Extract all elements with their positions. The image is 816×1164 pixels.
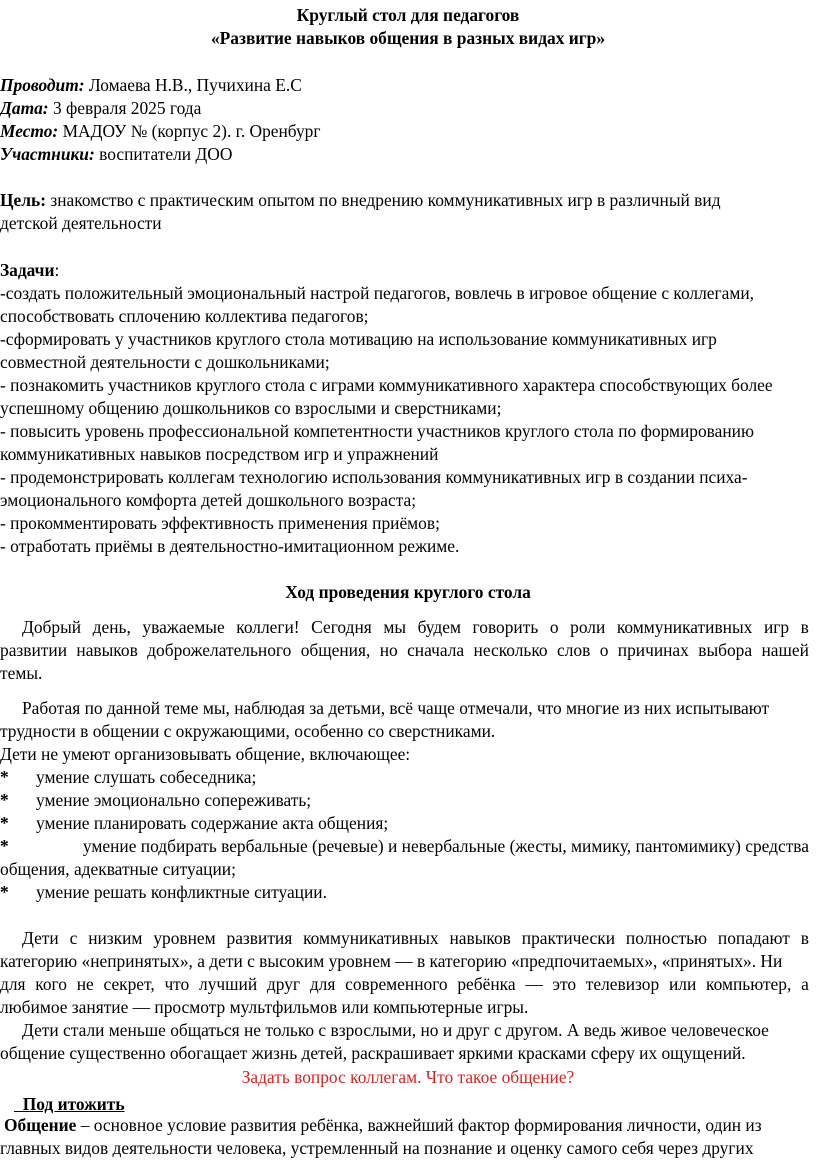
task-line: успешному общению дошкольников со взрослыми и сверстниками;	[0, 398, 502, 418]
task-line: - прокомментировать эффективность применения приёмов;	[0, 513, 440, 533]
bullet-mark: *	[0, 790, 9, 810]
bullet-item: * умение слушать собеседника;	[0, 766, 256, 790]
meta-host-label: Проводит:	[0, 75, 85, 95]
paragraph-line: Добрый день, уважаемые коллеги! Сегодня мы будем говорить о роли коммуникативных игр в	[22, 617, 809, 637]
bullet-item: * умение эмоционально сопереживать;	[0, 789, 311, 813]
meta-date	[0, 97, 201, 121]
paragraph-line: категорию «непринятых», а дети с высоким уровнем — в категорию «предпочитаемых», «принятых». Ни	[0, 951, 783, 971]
doc-subtitle: «Развитие навыков общения в разных видах игр»	[210, 28, 606, 48]
section-title: Ход проведения круглого стола	[285, 582, 531, 602]
goal-line-1	[0, 189, 721, 213]
paragraph-line: Дети не умеют организовывать общение, включающее:	[0, 744, 411, 764]
bullet-item: * умение решать конфликтные ситуации.	[0, 881, 327, 905]
paragraph-line: общение существенно обогащает жизнь детей, раскрашивает яркими красками сферу их ощущений.	[0, 1043, 746, 1063]
task-line: - познакомить участников круглого стола с играми коммуникативного характера способствующих более	[0, 375, 773, 395]
task-line: - продемонстрировать коллегам технологию использования коммуникативных игр в создании психа-	[0, 467, 748, 487]
paragraph-line: Дети стали меньше общаться не только с взрослыми, но и друг с другом. А ведь живое человеческое	[22, 1020, 769, 1040]
bullet-mark: *	[0, 882, 9, 902]
task-line: - отработать приёмы в деятельностно-имитационном режиме.	[0, 536, 460, 556]
task-line: - повысить уровень профессиональной компетентности участников круглого стола по формированию	[0, 421, 754, 441]
goal-text: знакомство с практическим опытом по внедрению коммуникативных игр в различный вид	[50, 190, 721, 210]
task-line: способствовать сплочению коллектива педагогов;	[0, 306, 369, 326]
summary-title: Под итожить	[22, 1094, 125, 1114]
task-line: -создать положительный эмоциональный настрой педагогов, вовлечь в игровое общение с коллегами,	[0, 283, 755, 303]
meta-place-label: Место:	[0, 121, 59, 141]
meta-host	[0, 74, 302, 98]
meta-date-label: Дата:	[0, 98, 49, 118]
tasks-heading: Задачи:	[0, 260, 60, 280]
goal-label: Цель:	[0, 190, 46, 210]
bullet-continuation: общения, адекватные ситуации;	[0, 859, 236, 879]
meta-participants-value: воспитатели ДОО	[99, 144, 233, 164]
paragraph-line: для кого не секрет, что лучший друг для современного ребёнка — это телевизор или компьютер, а	[0, 974, 809, 994]
meta-place	[0, 120, 321, 144]
doc-title: Круглый стол для педагогов	[296, 5, 520, 25]
definition-term: Общение	[4, 1115, 77, 1135]
meta-place-value: МАДОУ № (корпус 2). г. Оренбург	[62, 121, 321, 141]
bullet-mark: *	[0, 836, 9, 856]
meta-participants-label: Участники:	[0, 144, 95, 164]
task-line: коммуникативных навыков посредством игр и упражнений	[0, 444, 439, 464]
paragraph-line: Дети с низким уровнем развития коммуникативных навыков практически полностью попадают в	[22, 928, 809, 948]
paragraph-line: любимое занятие — просмотр мультфильмов или компьютерные игры.	[0, 997, 529, 1017]
bullet-mark: *	[0, 767, 9, 787]
bullet-item: * умение подбирать вербальные (речевые) и невербальные (жесты, мимику, пантомимику) средства	[0, 835, 809, 859]
meta-date-value: 3 февраля 2025 года	[52, 98, 202, 118]
task-line: совместной деятельности с дошкольниками;	[0, 352, 330, 372]
paragraph-line: темы.	[0, 663, 43, 683]
bullet-mark: *	[0, 813, 9, 833]
paragraph-line: трудности в общении с окружающими, особенно со сверстниками.	[0, 721, 496, 741]
definition-line: Общение – основное условие развития ребёнка, важнейший фактор формирования личности, один из	[4, 1115, 762, 1135]
goal-line-2: детской деятельности	[0, 213, 162, 233]
definition-line-2: главных видов деятельности человека, устремленный на познание и оценку самого себя через других	[0, 1138, 754, 1158]
paragraph-line: Работая по данной теме мы, наблюдая за детьми, всё чаще отмечали, что многие из них испытывают	[22, 698, 770, 718]
meta-host-value: Ломаева Н.В., Пучихина Е.С	[88, 75, 302, 95]
task-line: -сформировать у участников круглого стола мотивацию на использование коммуникативных игр	[0, 329, 717, 349]
meta-participants	[0, 143, 232, 167]
question-prompt: Задать вопрос коллегам. Что такое общение?	[241, 1067, 575, 1087]
paragraph-line: развитии навыков доброжелательного общения, но сначала несколько слов о причинах выбора нашей	[0, 640, 809, 660]
tasks-label: Задачи	[0, 260, 55, 280]
bullet-item: * умение планировать содержание акта общения;	[0, 812, 388, 836]
task-line: эмоционального комфорта детей дошкольного возраста;	[0, 490, 417, 510]
